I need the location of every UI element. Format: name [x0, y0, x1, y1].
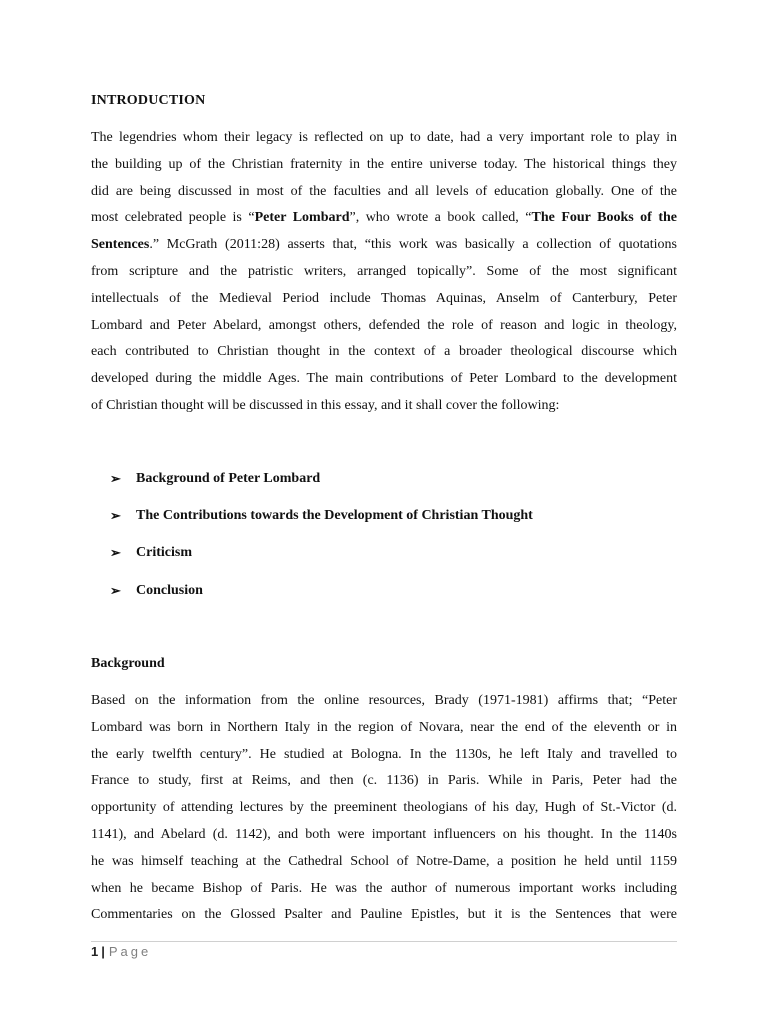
bold-book-title: The Four Books of the	[531, 210, 677, 226]
page-label: Page	[108, 944, 152, 959]
footer-separator: |	[101, 944, 105, 959]
footer-divider	[91, 941, 677, 942]
text-line: Lombard was born in Northern Italy in the region of Novara, near the end of the eleventh or in	[91, 719, 677, 735]
list-item	[110, 468, 533, 505]
text-line: The legendries whom their legacy is reflected on up to date, had a very important role to play in	[91, 130, 677, 145]
bold-name-peter-lombard: Peter Lombard	[254, 210, 350, 226]
list-item-label: Conclusion	[136, 582, 203, 598]
text-run: ”, who wrote a book called, “	[349, 210, 532, 226]
page-footer	[91, 944, 151, 959]
bold-book-title-end: Sentences	[91, 237, 150, 253]
list-item	[110, 505, 533, 542]
text-line: Commentaries on the Glossed Psalter and Pauline Epistles, but it is the Sentences that were	[91, 907, 677, 923]
arrow-bullet-icon: ➢	[110, 471, 121, 486]
text-line: from scripture and the patristic writers, arranged topically”. Some of the most significant	[91, 263, 677, 279]
background-paragraph	[91, 688, 677, 929]
text-line: intellectuals of the Medieval Period include Thomas Aquinas, Anselm of Canterbury, Peter	[91, 290, 677, 306]
arrow-bullet-icon: ➢	[110, 582, 121, 598]
text-line: France to study, first at Reims, and then (c. 1136) in Paris. While in Paris, Peter had the	[91, 773, 677, 789]
arrow-bullet-icon: ➢	[110, 508, 121, 524]
arrow-bullet-icon: ➢	[110, 545, 121, 561]
page-number: 1	[91, 944, 99, 959]
text-line	[91, 205, 677, 232]
text-line: the early twelfth century”. He studied at Bologna. In the 1130s, he left Italy and travelled to	[91, 746, 677, 762]
text-run: most celebrated people is “	[91, 210, 255, 226]
text-line: of Christian thought will be discussed in this essay, and it shall cover the following:	[91, 397, 560, 413]
section-heading-background: Background	[91, 656, 165, 671]
text-line: Based on the information from the online resources, Brady (1971-1981) affirms that; “Peter	[91, 693, 677, 708]
text-line: Lombard and Peter Abelard, amongst others, defended the role of reason and logic in theology,	[91, 317, 677, 333]
section-heading-introduction: INTRODUCTION	[91, 93, 206, 108]
text-line: when he became Bishop of Paris. He was the author of numerous important works including	[91, 880, 677, 896]
text-run: .” McGrath (2011:28) asserts that, “this work was basically a collection of quotations	[149, 237, 677, 253]
text-line: each contributed to Christian thought in the context of a broader theological discourse which	[91, 344, 677, 360]
text-line: 1141), and Abelard (d. 1142), and both were important influencers on his thought. In the 1140s	[91, 826, 677, 842]
text-line: did are being discussed in most of the faculties and all levels of education globally. One of the	[91, 183, 677, 199]
text-line: developed during the middle Ages. The main contributions of Peter Lombard to the development	[91, 371, 677, 387]
list-item	[110, 580, 533, 617]
text-line: he was himself teaching at the Cathedral School of Notre-Dame, a position he held until 1159	[91, 853, 677, 869]
list-item	[110, 542, 533, 579]
topics-list	[110, 468, 533, 617]
list-item-label: The Contributions towards the Development of Christian Thought	[136, 508, 533, 524]
list-item-label: Background of Peter Lombard	[136, 471, 321, 486]
intro-paragraph	[91, 125, 677, 420]
text-line	[91, 232, 677, 259]
text-line: opportunity of attending lectures by the preeminent theologians of his day, Hugh of St.-Victor (d.	[91, 800, 677, 816]
text-line: the building up of the Christian fraternity in the entire universe today. The historical things they	[91, 156, 677, 172]
list-item-label: Criticism	[136, 545, 192, 561]
